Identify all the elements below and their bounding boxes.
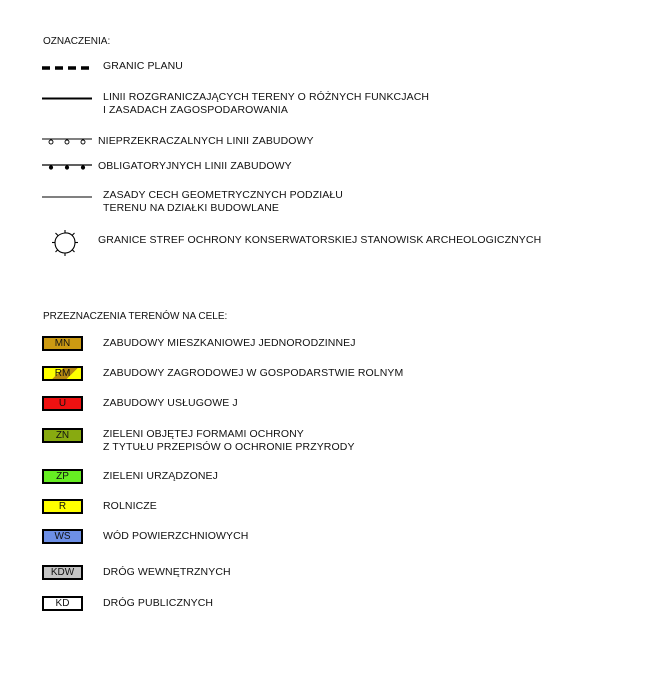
marking-geometric-division: [103, 189, 343, 215]
marking-non-exceed-building-line: [98, 135, 314, 148]
land-use-line: WÓD POWIERZCHNIOWYCH: [103, 530, 249, 542]
swatch-r: R: [42, 499, 83, 514]
swatch-ws: WS: [42, 529, 83, 544]
swatch-rm: RM: [42, 366, 83, 381]
land-use-line: Z TYTUŁU PRZEPISÓW O OCHRONIE PRZYRODY: [103, 441, 355, 453]
marking-archaeological-zone: [98, 234, 541, 247]
marking-line: TERENU NA DZIAŁKI BUDOWLANE: [103, 202, 279, 214]
land-use-line: DRÓG PUBLICZNYCH: [103, 597, 214, 609]
land-use-r: [103, 500, 157, 513]
marking-line: ZASADY CECH GEOMETRYCZNYCH PODZIAŁU: [103, 189, 343, 201]
marking-plan-boundary: [103, 60, 183, 73]
land-use-ws: [103, 530, 249, 543]
land-uses-title: PRZEZNACZENIA TERENÓW NA CELE:: [43, 311, 228, 322]
marking-line: NIEPRZEKRACZALNYCH LINII ZABUDOWY: [98, 135, 314, 147]
swatch-zp: ZP: [42, 469, 83, 484]
land-use-kd: [103, 597, 213, 610]
swatch-kd: KD: [42, 596, 83, 611]
marking-dividing-line: [103, 91, 429, 117]
dashed-line-symbol: [42, 64, 90, 72]
land-use-line: ZABUDOWY USŁUGOWE J: [103, 397, 238, 409]
filled-dots-line-symbol: [42, 161, 92, 171]
swatch-u: U: [42, 396, 83, 411]
land-use-line: ROLNICZE: [103, 500, 157, 512]
land-use-line: ZIELENI URZĄDZONEJ: [103, 470, 218, 482]
markings-title: OZNACZENIA:: [43, 36, 111, 47]
marking-line: GRANIC PLANU: [103, 60, 183, 72]
marking-line: OBLIGATORYJNYCH LINII ZABUDOWY: [98, 160, 292, 172]
land-use-line: ZABUDOWY MIESZKANIOWEJ JEDNORODZINNEJ: [103, 337, 356, 349]
land-use-rm: [103, 367, 403, 380]
land-use-zp: [103, 470, 218, 483]
open-circles-line-symbol: [42, 136, 92, 146]
swatch-mn: MN: [42, 336, 83, 351]
land-use-u: [103, 397, 238, 410]
marking-line: I ZASADACH ZAGOSPODAROWANIA: [103, 104, 288, 116]
land-use-kdw: [103, 566, 231, 579]
land-use-line: ZIELENI OBJĘTEJ FORMAMI OCHRONY: [103, 428, 304, 440]
archaeological-zone-icon: [51, 229, 79, 257]
land-use-line: ZABUDOWY ZAGRODOWEJ W GOSPODARSTWIE ROLNYM: [103, 367, 404, 379]
marking-line: LINII ROZGRANICZAJĄCYCH TERENY O RÓŻNYCH FUNKCJACH: [103, 91, 430, 103]
marking-line: GRANICE STREF OCHRONY KONSERWATORSKIEJ STANOWISK ARCHEOLOGICZNYCH: [98, 234, 542, 246]
marking-obligatory-building-line: [98, 160, 292, 173]
land-use-line: DRÓG WEWNĘTRZNYCH: [103, 566, 231, 578]
swatch-kdw: KDW: [42, 565, 83, 580]
land-use-zn: [103, 428, 355, 454]
thin-line-symbol: [42, 195, 92, 199]
land-use-mn: [103, 337, 356, 350]
swatch-zn: ZN: [42, 428, 83, 443]
solid-line-symbol: [42, 96, 92, 101]
